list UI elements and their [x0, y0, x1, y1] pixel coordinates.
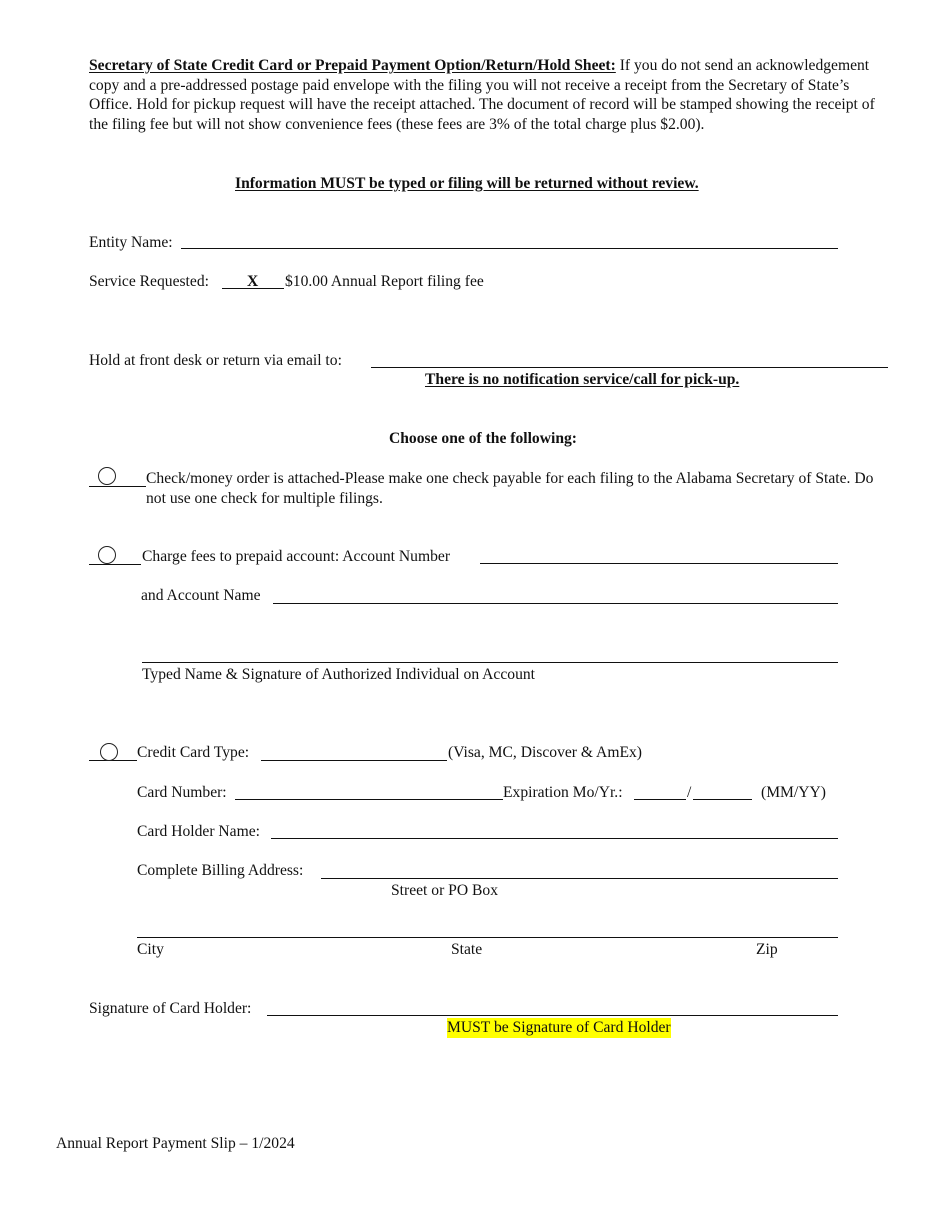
intro-paragraph — [89, 56, 894, 134]
check-option-radio[interactable] — [98, 467, 116, 485]
card-type-field[interactable] — [261, 760, 447, 761]
card-option-radio[interactable] — [100, 743, 118, 761]
card-holder-field[interactable] — [271, 838, 838, 839]
hold-label: Hold at front desk or return via email to: — [89, 352, 342, 369]
billing-street-field[interactable] — [321, 878, 838, 879]
zip-caption: Zip — [756, 941, 778, 958]
state-caption: State — [451, 941, 483, 958]
card-number-label: Card Number: — [137, 784, 227, 801]
expiration-month-field[interactable] — [634, 799, 686, 800]
intro-text: If you do not send an acknowledgement copy and a pre-addressed postage paid envelope with the filing you will not receive a receipt from the Secretary of State’s Office. Hold for pickup request will have the receipt attached. The document of record will be stamped showing the receipt of the filing fee but will not show convenience fees (these fees are 3% of the total charge plus $2.00). — [89, 57, 875, 133]
prepaid-account-number-label: Charge fees to prepaid account: Account Number — [142, 548, 451, 565]
service-requested-label: Service Requested: — [89, 273, 209, 290]
city-caption: City — [137, 941, 164, 958]
expiration-year-field[interactable] — [693, 799, 752, 800]
prepaid-option-line — [89, 564, 141, 565]
card-holder-signature-field[interactable] — [267, 1015, 838, 1016]
authorized-signature-field[interactable] — [142, 662, 838, 663]
expiration-label: Expiration Mo/Yr.: — [503, 784, 623, 801]
billing-address-label: Complete Billing Address: — [137, 862, 304, 879]
hold-email-field[interactable] — [371, 367, 888, 368]
footer-text: Annual Report Payment Slip – 1/2024 — [56, 1135, 295, 1152]
card-number-field[interactable] — [235, 799, 503, 800]
card-option-line — [89, 760, 137, 761]
check-option-line — [89, 486, 146, 487]
entity-name-label: Entity Name: — [89, 234, 173, 251]
card-type-label: Credit Card Type: — [137, 744, 250, 761]
card-holder-label: Card Holder Name: — [137, 823, 260, 840]
service-description: $10.00 Annual Report filing fee — [285, 273, 484, 290]
check-option-text: Check/money order is attached-Please make one check payable for each filing to the Alabama Secretary of State. Do not use one check for multiple filings. — [146, 470, 874, 507]
card-type-hint: (Visa, MC, Discover & AmEx) — [448, 744, 642, 761]
prepaid-account-name-field[interactable] — [273, 603, 838, 604]
entity-name-field[interactable] — [181, 248, 838, 249]
street-caption: Street or PO Box — [391, 882, 498, 899]
expiration-separator: / — [687, 784, 692, 801]
prepaid-option-radio[interactable] — [98, 546, 116, 564]
expiration-hint: (MM/YY) — [761, 784, 826, 801]
prepaid-account-number-field[interactable] — [480, 563, 838, 564]
hold-note: There is no notification service/call for pick-up. — [425, 371, 740, 388]
prepaid-account-name-label: and Account Name — [141, 587, 261, 604]
signature-note: MUST be Signature of Card Holder — [447, 1019, 671, 1036]
intro-heading: Secretary of State Credit Card or Prepaid Payment Option/Return/Hold Sheet: — [89, 57, 616, 74]
card-holder-signature-label: Signature of Card Holder: — [89, 1000, 252, 1017]
typed-notice: Information MUST be typed or filing will be returned without review. — [235, 175, 699, 192]
service-mark: X — [247, 273, 259, 290]
authorized-signature-caption: Typed Name & Signature of Authorized Individual on Account — [142, 666, 535, 683]
choose-heading: Choose one of the following: — [389, 430, 577, 447]
billing-city-state-zip-field[interactable] — [137, 937, 838, 938]
